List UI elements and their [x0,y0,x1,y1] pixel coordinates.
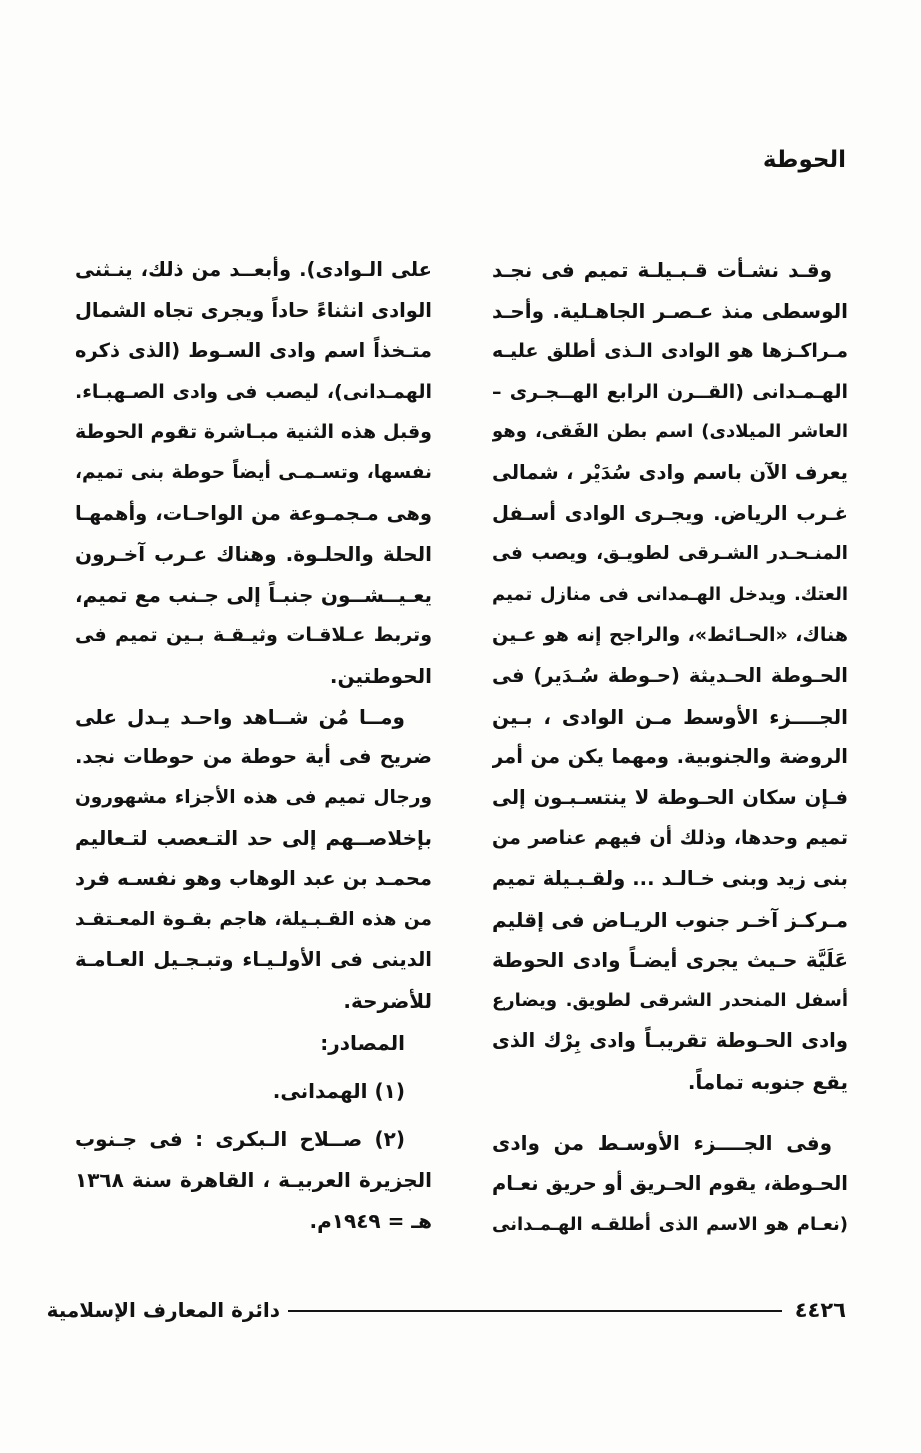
paragraph [75,250,432,697]
text-line: الجــــزء الأوسط مـن الوادى ، بـين [492,704,848,729]
text-line: العتك. ويدخل الهـمدانى فى منازل تميم [492,583,848,605]
text-line: متـخذاً اسم وادى السـوط (الذى ذكره [75,339,432,363]
publication-title: دائرة المعارف الإسلامية [46,1298,280,1322]
text-line: وفى الجــــزء الأوسـط من وادى [492,1131,832,1156]
text-line: ومــا مُن شــاهد واحـد يـدل على [75,704,405,729]
paragraph [492,1123,848,1245]
text-line: على الـوادى). وأبعــد من ذلك، ينـثنى [75,258,432,281]
text-line: وهى مـجمـوعة من الواحـات، وأهمهـا [75,501,432,525]
text-line: عَلَيَّة حـيث يجرى أيضـاً وادى الحوطة [492,948,848,973]
text-line: غـرب الرياض. ويجـرى الوادى أسـفل [492,501,848,525]
text-line: نفسها، وتسـمـى أيضاً حوطة بنى تميم، [75,461,432,483]
text-line: وقـد نشـأت قـبـيلـة تميم فى نجـد [492,258,832,282]
source-item: (١) الهمدانى. [272,1078,405,1103]
text-line: تميم وحدها، وذلك أن فيهم عناصر من [492,827,848,850]
text-line: (٢) صــلاح الـبكرى : فى جـنوب [75,1127,405,1152]
text-line: وقبل هذه الثنية مبـاشرة تقوم الحوطة [75,421,432,444]
sources-heading: المصادر: [320,1031,405,1056]
text-line: الحـوطة، يقوم الحـريق أو حريق نعـام [492,1172,848,1196]
page-header-title: الحوطة [762,147,846,173]
left-column [75,250,432,1241]
text-line: العاشر الميلادى) اسم بطن الفَقى، وهو [492,421,848,443]
text-line: الجزيرة العربيـة ، القاهرة سنة ١٣٦٨ [75,1168,432,1193]
text-line: الهمـدانى)، ليصب فى وادى الصـهبـاء. [75,380,432,403]
text-line: الحوطتين. [329,663,432,688]
text-line: للأضرحة. [343,988,432,1013]
text-line: يعـيــشــون جنبـاً إلى جـنب مع تميم، [75,582,432,607]
source-item [75,1119,432,1241]
text-line: المنـحـدر الشـرقى لطويـق، ويصب فى [492,543,848,565]
text-line: من هذه القـبـيلة، هاجم بقـوة المعـتقـد [75,908,432,930]
text-line: هناك، «الحـائط»، والراجح إنه هو عـين [492,624,848,647]
text-line: فـإن سكان الحـوطة لا ينتسـبـون إلى [492,785,848,809]
text-line: وادى الحـوطة تقريبـاً وادى بِرْك الذى [492,1029,848,1053]
text-line: الحلة والحلـوة. وهناك عـرب آخـرون [75,542,432,567]
right-column [492,250,848,1245]
text-line: مـركـز آخـر جنوب الريـاض فى إقليم [492,907,848,932]
paragraph [75,697,432,1022]
text-line: أسفل المنحدر الشرقى لطويق. ويضارع [492,989,848,1011]
text-line: ضريح فى أية حوطة من حوطات نجد. [75,745,432,769]
text-line: ورجال تميم فى هذه الأجزاء مشهورون [75,786,432,808]
page-number: ٤٤٢٦ [794,1298,846,1322]
text-line: يقع جنوبه تماماً. [687,1069,848,1094]
text-line: (نعـام هو الاسم الذى أطلقـه الهـمـدانى [492,1213,848,1235]
footer-rule [288,1310,782,1312]
text-line: بنى زيد وبنى خـالـد ... ولقـبـيلة تميم [492,866,848,890]
text-line: الوادى انثناءً حاداً ويجرى تجاه الشمال [75,298,432,322]
text-line: يعرف الآن باسم وادى سُدَيْر ، شمالى [492,460,848,484]
text-line: الوسطى منذ عـصـر الجاهـلية. وأحـد [492,298,848,323]
text-line: الحـوطة الحـديثة (حـوطة سُـدَير) فى [492,663,848,687]
paragraph [492,250,848,1102]
text-line: بإخلاصــهم إلى حد التـعصب لتـعاليم [75,826,432,851]
text-line: الدينى فى الأولـيـاء وتبـجـيل العـامـة [75,948,432,972]
text-line: الهـمـدانى (القــرن الرابع الهــجـرى – [492,380,848,403]
text-line: محمـد بن عبد الوهاب وهو نفسـه فرد [75,866,432,890]
sources-section [75,1023,432,1241]
text-line: الروضة والجنوبية. ومهما يكن من أمر [492,745,848,769]
text-line: وتربط عـلاقـات وثيـقـة بـين تميم فى [75,624,432,647]
text-line: هـ = ١٩٤٩م. [309,1208,432,1233]
text-line: مـراكـزها هو الوادى الـذى أطلق عليـه [492,340,848,363]
